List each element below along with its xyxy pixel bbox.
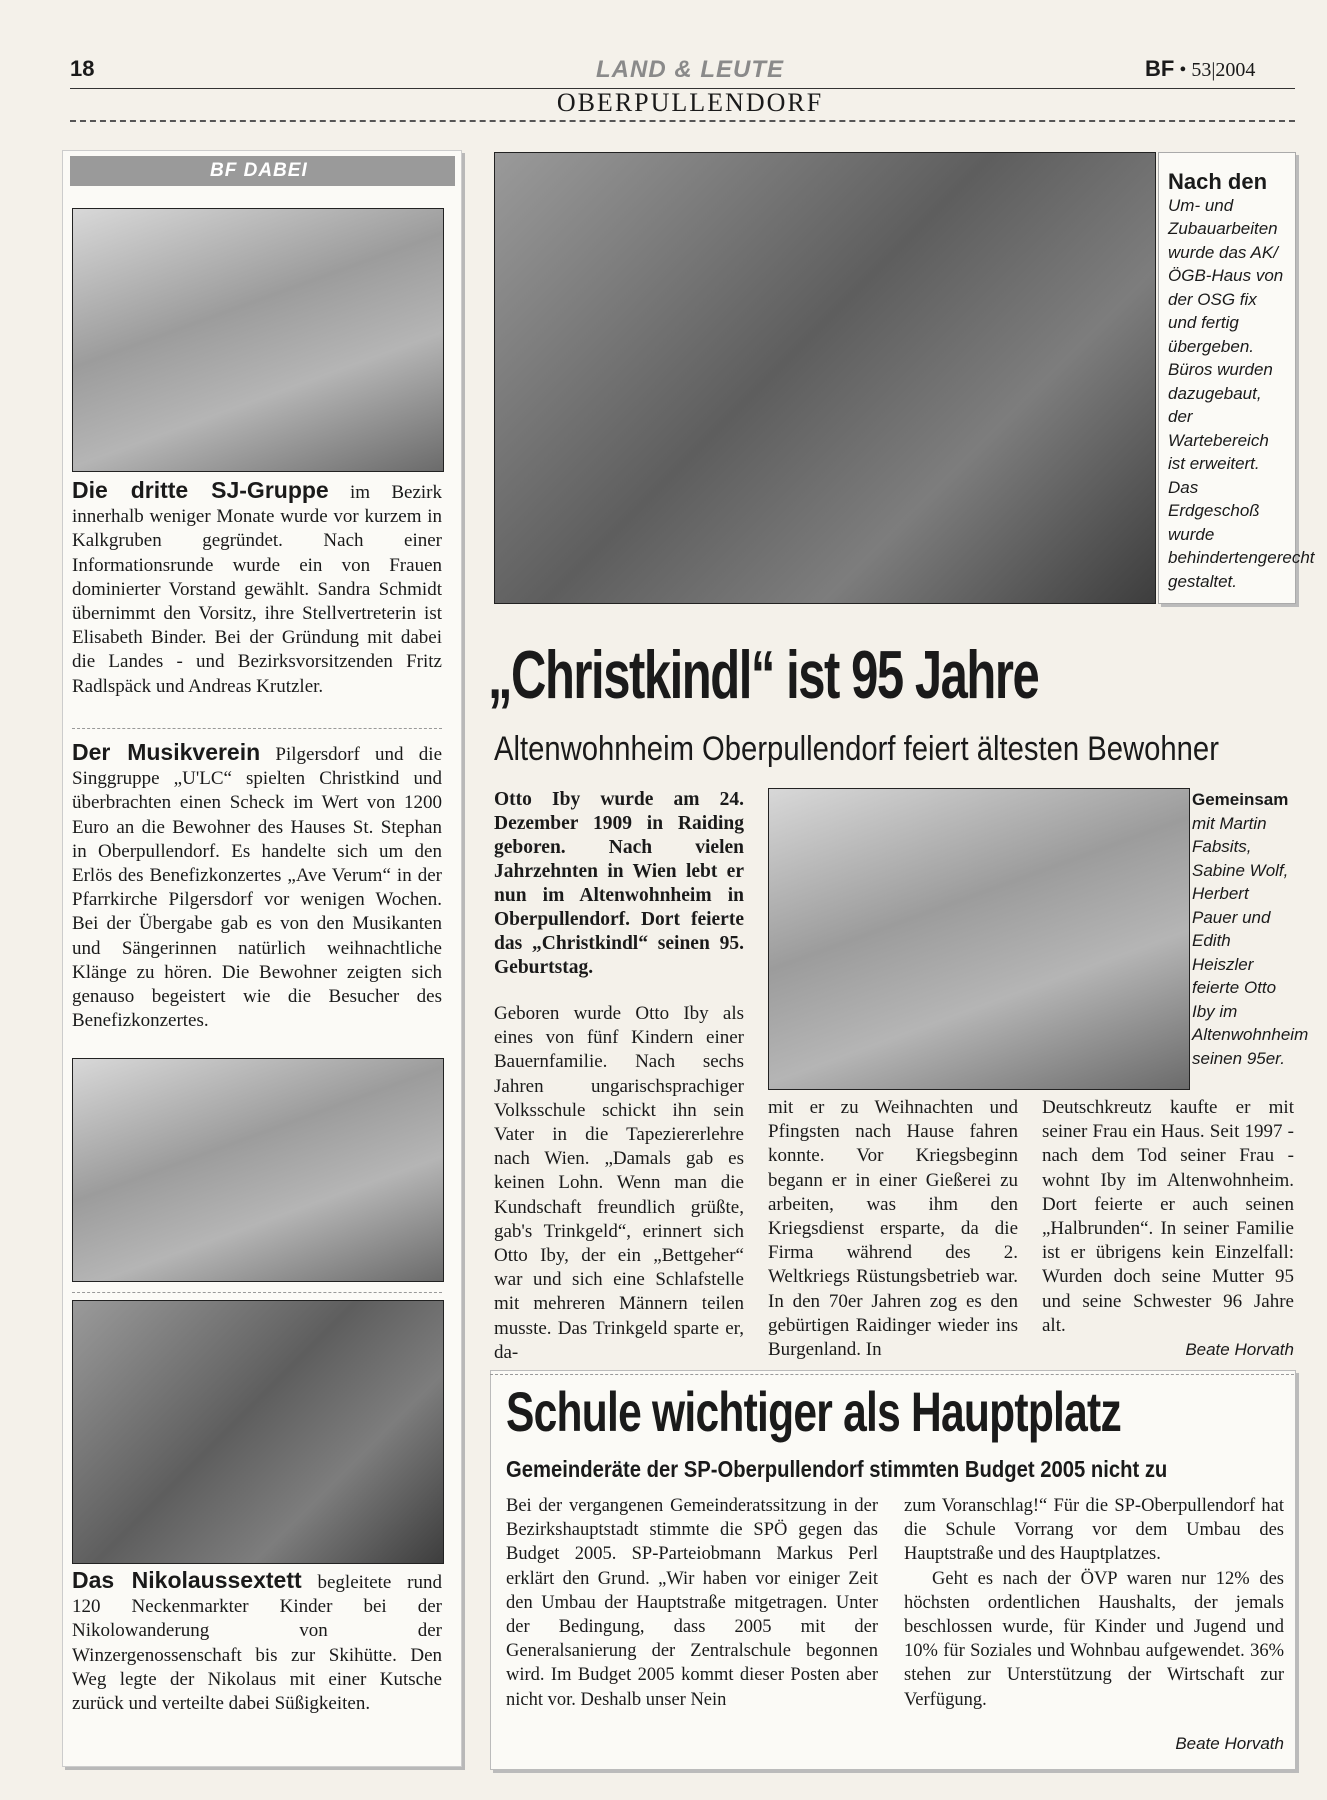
sidebar-item-musikverein — [72, 740, 442, 1033]
photo-nikolaus — [72, 1300, 444, 1564]
header-divider — [70, 120, 1295, 122]
issue-separator: • — [1179, 59, 1187, 81]
photo-sj-gruppe — [72, 208, 444, 472]
photo-ak-oegb-haus — [494, 152, 1156, 604]
photo-musikverein — [72, 1058, 444, 1282]
photo-caption-lead: Gemeinsam — [1192, 790, 1289, 809]
musikverein-lead: Der Musikverein — [72, 739, 261, 765]
article2-divider — [490, 1374, 1294, 1375]
photo-otto-iby — [768, 788, 1190, 1090]
sidebar-tag: BF DABEI — [70, 156, 455, 186]
top-photo-caption — [1168, 169, 1315, 593]
caption-text: Um- und Zubauarbeiten wurde das AK/ÖGB-Haus von der OSG fix und fertig übergeben. Büros wurden dazugebaut, der Wartebereich ist erweitert. Das Erdgeschoß wurde behindertengerecht gestaltet. — [1168, 195, 1315, 591]
issue-number: 53|2004 — [1191, 59, 1256, 81]
section-title: LAND & LEUTE — [596, 56, 784, 83]
sj-lead: Die dritte SJ-Gruppe — [72, 477, 329, 503]
article2-subhead: Gemeinderäte der SP-Oberpullendorf stimmten Budget 2005 nicht zu — [506, 1456, 1168, 1482]
sj-text: im Bezirk innerhalb weniger Monate wurde vor kurzem in Kalkgruben gegründet. Nach einer Informationsrunde wurde ein von Frauen dominierter Vorstand gewählt. Sandra Schmidt übernimmt den Vorsitz, ihre Stellvertreterin ist Elisabeth Binder. Bei der Gründung mit dabei die Landes - und Bezirksvorsitzenden Fritz Radlspäck und Andreas Krutzler. — [72, 482, 443, 697]
article2-col2b: Geht es nach der ÖVP waren nur 12% des höchsten ordentlichen Haushalts, der jemals beschlossen wurde, für Kinder und Jugend und 10% für Soziales und Wohnbau aufgewendet. 36% stehen zur Unterstützung der Wirtschaft zur Verfügung. — [904, 1568, 1284, 1710]
musikverein-text: Pilgersdorf und die Singgruppe „U'LC“ spielten Christkind und überbrachten einen Scheck im Wert von 1200 Euro an die Bewohner des Hauses St. Stephan in Oberpullendorf. Es handelte sich um den Erlös des Benefizkonzertes „Ave Verum“ in der Pfarrkirche Pilgersdorf vor wenigen Wochen. Bei der Übergabe gab es von den Musikanten und Sängerinnen natürlich weihnachtliche Klänge zu hören. Die Bewohner zeigten sich genauso begeistert wie die Besucher des Benefizkonzertes. — [72, 744, 442, 1032]
nikolaus-text: begleitete rund 120 Neckenmarkter Kinder bei der Nikolowanderung von der Winzergenossenschaft bis zur Skihütte. Den Weg legte der Nikolaus mit einer Kutsche zurück und verteilte dabei Süßigkeiten. — [72, 1572, 442, 1715]
article2-headline: Schule wichtiger als Hauptplatz — [506, 1380, 1121, 1443]
region-title: OBERPULLENDORF — [556, 88, 824, 117]
caption-lead: Nach den — [1168, 169, 1268, 194]
sidebar-divider-1 — [72, 728, 442, 729]
article1-headline: „Christkindl“ ist 95 Jahre — [488, 637, 1039, 713]
article2-col2a: zum Voranschlag!“ Für die SP-Oberpullendorf hat die Schule Vorrang vor dem Umbau des Hauptstraße und des Hauptplatzes. — [904, 1496, 1284, 1565]
article1-col3: Deutschkreutz kaufte er mit seiner Frau ein Haus. Seit 1997 - nach dem Tod seiner Frau - wohnt Iby im Altenwohnheim. Dort feierte er auch seinen „Halbrunden“. In seiner Familie ist er übrigens kein Einzelfall: Wurden doch seine Mutter 95 und seine Schwester 96 Jahre alt. — [1042, 1097, 1294, 1336]
nikolaus-lead: Das Nikolaussextett — [72, 1567, 302, 1593]
sidebar-divider-2 — [72, 1292, 442, 1293]
sidebar-item-sj — [72, 478, 442, 699]
article1-col2: mit er zu Weihnachten und Pfingsten nach Hause fahren konnte. Vor Kriegsbeginn begann er in einer Gießerei zu arbeiten, was ihm den Kriegsdienst ersparte, da die Firma während des 2. Weltkriegs Rüstungsbetrieb war. In den 70er Jahren zog es den gebürtigen Raidinger wieder ins Burgenland. In — [768, 1097, 1018, 1361]
article1-col1: Geboren wurde Otto Iby als eines von fünf Kindern einer Bauernfamilie. Nach sechs Jahren ungarischsprachiger Volksschule schickt ihn sein Vater in die Tapeziererlehre nach Wien. „Damals gab es keinen Lohn. Wenn man die Kundschaft freundlich grüßte, gab's Trinkgeld“, erinnert sich Otto Iby, der ein „Bettgeher“ war und sich eine Schlafstelle mit mehreren Männern teilen musste. Das Trinkgeld sparte er, da- — [494, 1003, 744, 1363]
photo-caption-text: mit Martin Fabsits, Sabine Wolf, Herbert Pauer und Edith Heiszler feierte Otto Iby im Altenwohnheim seinen 95er. — [1192, 813, 1309, 1068]
article1-subhead: Altenwohnheim Oberpullendorf feiert ältesten Bewohner — [494, 730, 1219, 768]
article2-author: Beate Horvath — [1175, 1734, 1284, 1753]
issue-info — [1145, 56, 1255, 82]
article2-col2 — [904, 1494, 1284, 1712]
article1-photo-caption — [1192, 788, 1309, 1070]
sidebar-item-nikolaus — [72, 1568, 442, 1716]
article1-lead: Otto Iby wurde am 24. Dezember 1909 in Raiding geboren. Nach vielen Jahrzehnten in Wien lebt er nun im Altenwohnheim in Oberpullendorf. Dort feierte das „Christkindl“ seinen 95. Geburtstag. — [494, 789, 744, 978]
publication-name: BF — [1145, 56, 1175, 81]
article2-col1: Bei der vergangenen Gemeinderatssitzung in der Bezirkshauptstadt stimmte die SPÖ gegen das Budget 2005. SP-Parteiobmann Markus Perl erklärt den Grund. „Wir haben vor einiger Zeit den Umbau der Hauptstraße mitgetragen. Unter der Bedingung, dass 2005 mit der Generalsanierung der Zentralschule begonnen wird. Im Budget 2005 kommt dieser Posten aber nicht vor. Deshalb unser Nein — [506, 1496, 878, 1710]
article1-author: Beate Horvath — [1185, 1340, 1294, 1359]
page-number: 18 — [70, 56, 95, 81]
